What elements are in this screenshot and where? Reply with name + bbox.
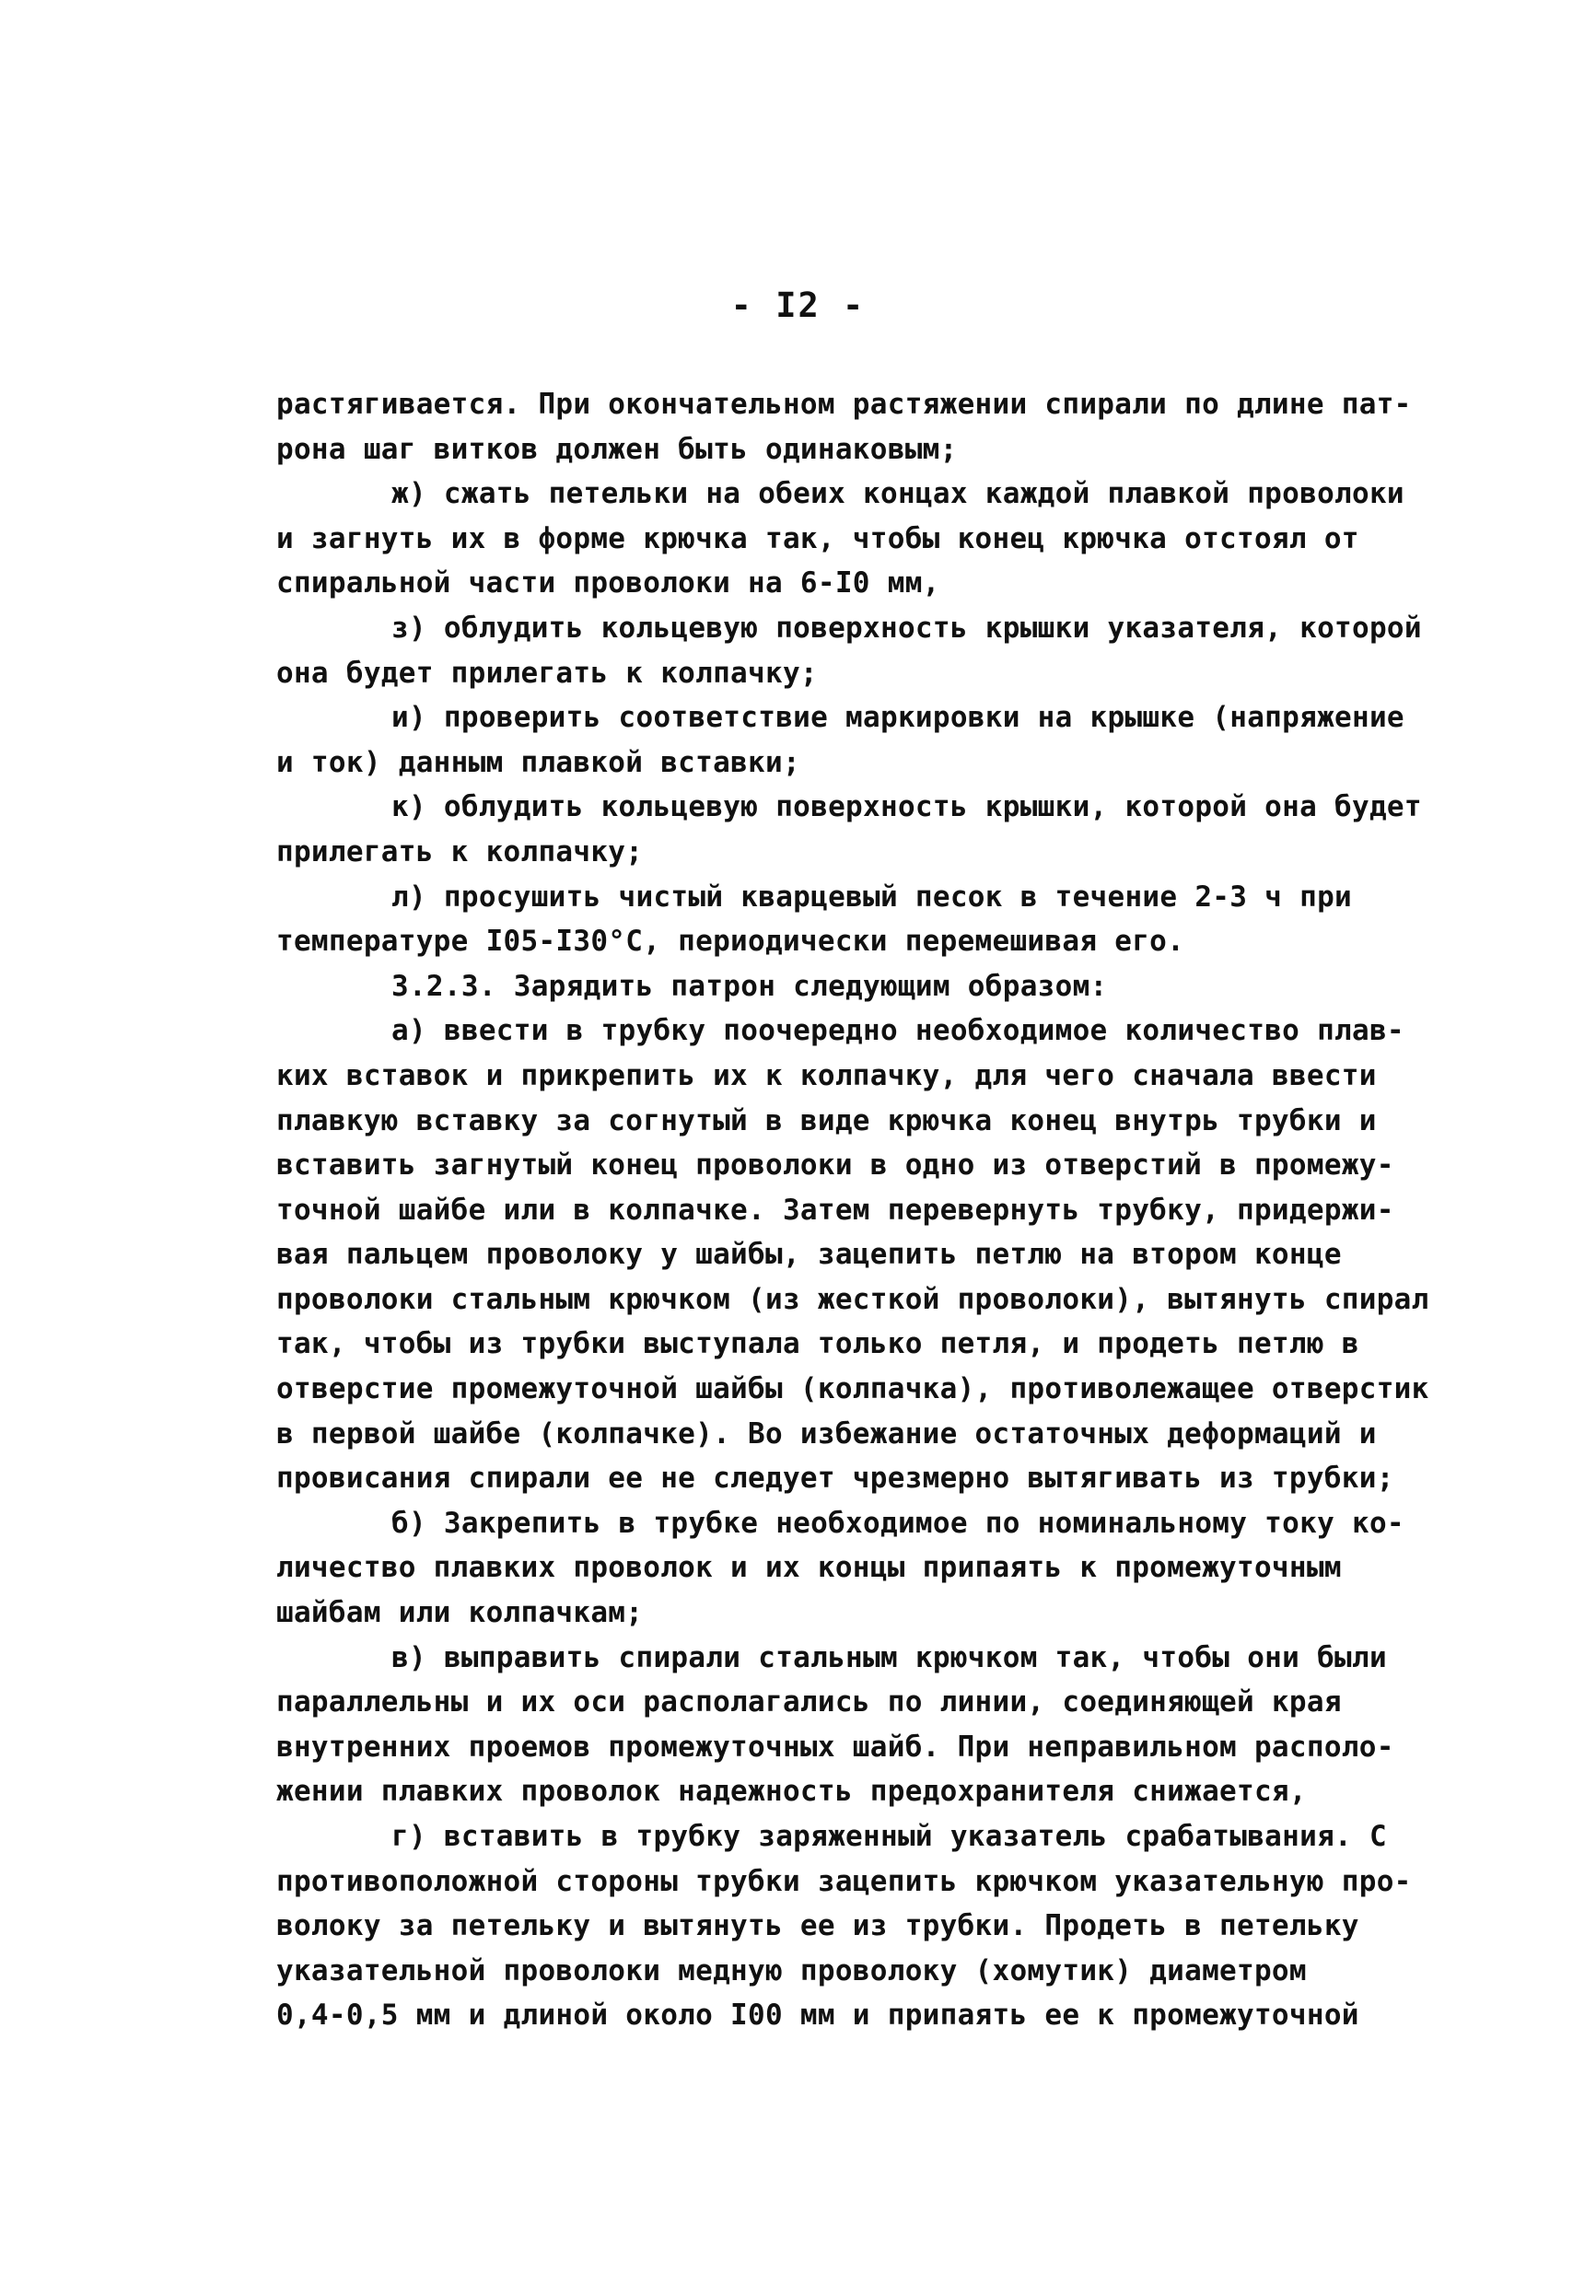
text-line: указательной проволоки медную проволоку (хомутик) диаметром: [276, 1953, 1307, 1987]
text-line: 0,4-0,5 мм и длиной около I00 мм и припаять ее к промежуточной: [276, 1999, 1359, 2033]
text-line: и ток) данным плавкой вставки;: [276, 745, 800, 779]
text-line: ж) сжать петельки на обеих концах каждой плавкой проволоки: [391, 477, 1404, 511]
text-line: б) Закрепить в трубке необходимое по номинальному току ко-: [391, 1506, 1404, 1540]
text-line: з) облудить кольцевую поверхность крышки указателя, которой: [391, 611, 1422, 645]
text-line: прилегать к колпачку;: [276, 834, 644, 868]
text-line: температуре I05-I30°С, периодически перемешивая его.: [276, 925, 1185, 959]
text-line: шайбам или колпачкам;: [276, 1596, 644, 1630]
text-line: она будет прилегать к колпачку;: [276, 656, 818, 690]
page-number: - I2 -: [730, 286, 866, 325]
text-line: отверстие промежуточной шайбы (колпачка), противолежащее отверстик: [276, 1372, 1429, 1406]
text-line: г) вставить в трубку заряженный указатель срабатывания. С: [391, 1820, 1387, 1853]
text-line: жении плавких проволок надежность предохранителя снижается,: [276, 1775, 1307, 1809]
text-line: к) облудить кольцевую поверхность крышки, которой она будет: [391, 790, 1422, 824]
text-line: л) просушить чистый кварцевый песок в течение 2-3 ч при: [391, 880, 1352, 914]
text-line: плавкую вставку за согнутый в виде крючка конец внутрь трубки и: [276, 1103, 1377, 1137]
text-line: личество плавких проволок и их концы припаять к промежуточным: [276, 1551, 1342, 1585]
text-line: рона шаг витков должен быть одинаковым;: [276, 432, 958, 466]
text-line: в первой шайбе (колпачке). Во избежание остаточных деформаций и: [276, 1416, 1377, 1451]
text-line: волоку за петельку и вытянуть ее из трубки. Продеть в петельку: [276, 1909, 1359, 1943]
text-line: спиральной части проволоки на 6-I0 мм,: [276, 566, 940, 600]
text-line: противоположной стороны трубки зацепить крючком указательную про-: [276, 1864, 1412, 1898]
text-line: так, чтобы из трубки выступала только петля, и продеть петлю в: [276, 1327, 1359, 1361]
text-line: в) выправить спирали стальным крючком так, чтобы они были: [391, 1640, 1387, 1674]
text-line: параллельны и их оси располагались по линии, соединяющей края: [276, 1685, 1342, 1719]
text-line: и) проверить соответствие маркировки на крышке (напряжение: [391, 701, 1404, 735]
text-line: внутренних проемов промежуточных шайб. При неправильном располо-: [276, 1730, 1394, 1764]
text-line: а) ввести в трубку поочередно необходимое количество плав-: [391, 1014, 1404, 1048]
text-line: вая пальцем проволоку у шайбы, зацепить петлю на втором конце: [276, 1238, 1342, 1272]
text-line: точной шайбе или в колпачке. Затем перевернуть трубку, придержи-: [276, 1193, 1394, 1227]
text-line: ких вставок и прикрепить их к колпачку, для чего сначала ввести: [276, 1058, 1377, 1092]
text-line: вставить загнутый конец проволоки в одно из отверстий в промежу-: [276, 1148, 1394, 1183]
text-line: проволоки стальным крючком (из жесткой проволоки), вытянуть спирал: [276, 1282, 1429, 1316]
text-line: растягивается. При окончательном растяжении спирали по длине пат-: [276, 388, 1412, 421]
body-text: [276, 382, 1529, 2038]
text-line: и загнуть их в форме крючка так, чтобы конец крючка отстоял от: [276, 521, 1359, 555]
text-line: 3.2.3. Зарядить патрон следующим образом:: [391, 969, 1108, 1003]
text-line: провисания спирали ее не следует чрезмерно вытягивать из трубки;: [276, 1462, 1394, 1496]
